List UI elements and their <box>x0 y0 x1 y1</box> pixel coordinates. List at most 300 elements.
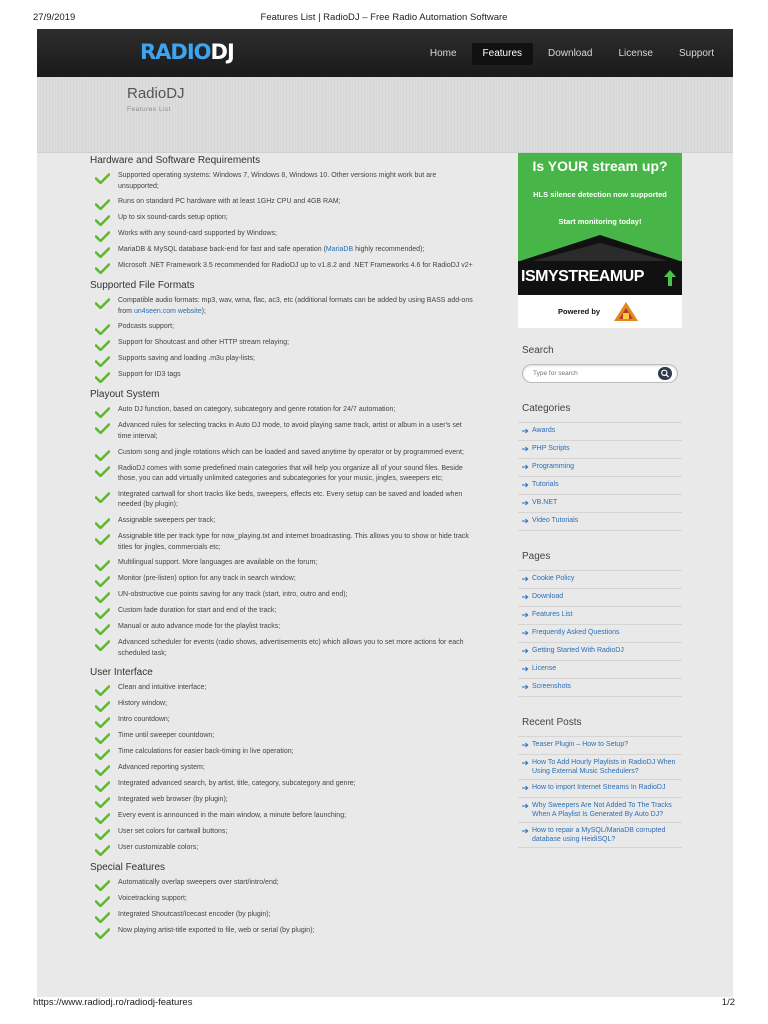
feature-link[interactable]: MariaDB <box>325 246 354 254</box>
feature-item <box>90 779 485 790</box>
checkmark-icon-graphic <box>95 423 110 434</box>
checkmark-icon <box>95 715 110 726</box>
checkmark-icon-graphic <box>95 912 110 923</box>
up-arrow-icon <box>664 270 676 286</box>
page-label: Cookie Policy <box>532 575 575 582</box>
category-label: Tutorials <box>532 481 559 488</box>
checkmark-icon <box>95 910 110 921</box>
arrow-right-icon <box>522 518 532 527</box>
ismystreamup-ad[interactable] <box>518 153 682 328</box>
feature-text <box>118 296 473 317</box>
feature-text <box>118 606 473 617</box>
checkmark-icon-graphic <box>95 701 110 712</box>
feature-item <box>90 532 485 553</box>
checkmark-icon <box>95 370 110 381</box>
checkmark-icon-graphic <box>95 450 110 461</box>
pages-list <box>518 570 682 697</box>
arrow-right-icon <box>522 594 532 603</box>
checkmark-icon-graphic <box>95 356 110 367</box>
feature-text <box>118 229 473 240</box>
arrow-right-icon <box>522 666 532 675</box>
recent-posts-heading: Recent Posts <box>522 717 582 728</box>
checkmark-icon-graphic <box>95 685 110 696</box>
feature-item <box>90 699 485 710</box>
feature-text <box>118 197 473 208</box>
arrow-right-icon <box>522 612 532 621</box>
feature-item <box>90 827 485 838</box>
page-link[interactable] <box>518 679 682 697</box>
sponsor-logo-icon <box>613 301 639 323</box>
section-heading: Hardware and Software Requirements <box>90 155 261 166</box>
ad-line-start: Start monitoring today! <box>558 217 642 226</box>
feature-text-part: Advanced scheduler for events (radio shows, advertisements etc) which allows you to set more actions for each scheduled task; <box>118 639 464 657</box>
feature-text <box>118 843 473 854</box>
checkmark-icon <box>95 197 110 208</box>
checkmark-icon <box>95 894 110 905</box>
feature-text <box>118 747 473 758</box>
feature-item <box>90 322 485 333</box>
feature-item <box>90 261 485 272</box>
checkmark-icon-graphic <box>95 466 110 477</box>
page-label: License <box>532 665 557 672</box>
banner-title: RadioDJ <box>127 85 185 102</box>
feature-text-part: Compatible audio formats: mp3, wav, wma, flac, ac3, etc (additional formats can be added by using BASS add-ons from <box>118 297 473 315</box>
category-link[interactable] <box>518 495 682 513</box>
category-link[interactable] <box>518 459 682 477</box>
main-menu <box>415 43 725 65</box>
search-heading: Search <box>522 345 554 356</box>
feature-text <box>118 699 473 710</box>
feature-text-part: RadioDJ comes with some predefined main categories that will help you organize all of your sound files. Beside those, you can add virtually unlimited categories and subcategories for your music, jingles, sweepers etc; <box>118 464 463 483</box>
checkmark-icon <box>95 574 110 585</box>
feature-text <box>118 558 473 569</box>
feature-text <box>118 338 473 349</box>
web-page <box>37 29 733 997</box>
page-link[interactable] <box>518 607 682 625</box>
checkmark-icon-graphic <box>95 247 110 258</box>
feature-text-part: Manual or auto advance mode for the playlist tracks; <box>118 623 281 631</box>
section-heading: Playout System <box>90 389 160 401</box>
feature-text <box>118 590 473 601</box>
feature-text-part: Voicetracking support; <box>118 895 187 903</box>
feature-text <box>118 574 473 585</box>
feature-text-part: Intro countdown; <box>118 716 170 724</box>
checkmark-icon <box>95 622 110 633</box>
page-link[interactable] <box>518 625 682 643</box>
print-date: 27/9/2019 <box>33 12 76 23</box>
checkmark-icon-graphic <box>95 845 110 856</box>
nav-license[interactable]: License <box>618 48 653 59</box>
category-label: Video Tutorials <box>532 517 579 524</box>
checkmark-icon-graphic <box>95 797 110 808</box>
feature-text <box>118 261 473 272</box>
arrow-right-icon <box>522 785 532 794</box>
arrow-right-icon <box>522 500 532 509</box>
checkmark-icon <box>95 490 110 501</box>
ad-powered-by <box>518 295 682 328</box>
checkmark-icon <box>95 261 110 272</box>
feature-text-part: Podcasts support; <box>118 323 175 331</box>
checkmark-icon <box>95 843 110 854</box>
banner-subtitle: Features List <box>127 106 172 113</box>
feature-text-part: Time calculations for easier back-timing in live operation; <box>118 748 294 756</box>
arrow-right-icon <box>522 760 532 769</box>
checkmark-icon-graphic <box>95 534 110 545</box>
checkmark-icon-graphic <box>95 173 110 184</box>
arrow-right-icon-graphic <box>522 594 529 600</box>
feature-item <box>90 197 485 208</box>
feature-text <box>118 322 473 333</box>
arrow-right-icon-graphic <box>522 785 529 791</box>
recent-post-link[interactable] <box>518 823 682 848</box>
recent-post-link[interactable] <box>518 737 682 755</box>
feature-text <box>118 878 473 889</box>
checkmark-icon-graphic <box>95 896 110 907</box>
arrow-right-icon <box>522 828 532 837</box>
category-link[interactable] <box>518 441 682 459</box>
category-label: Programming <box>532 463 575 470</box>
feature-text-part: Works with any sound-card supported by Windows; <box>118 230 277 238</box>
page-label: Frequently Asked Questions <box>532 629 620 636</box>
checkmark-icon-graphic <box>95 765 110 776</box>
checkmark-icon-graphic <box>95 733 110 744</box>
feature-text-part: User customizable colors; <box>118 844 199 852</box>
feature-item <box>90 811 485 822</box>
feature-text <box>118 622 473 633</box>
feature-text-part: Custom fade duration for start and end of the track; <box>118 607 277 615</box>
checkmark-icon-graphic <box>95 298 110 309</box>
feature-text <box>118 490 473 511</box>
arrow-right-icon-graphic <box>522 612 529 618</box>
arrow-right-icon-graphic <box>522 464 529 470</box>
feature-item <box>90 606 485 617</box>
feature-text-part: Support for Shoutcast and other HTTP stream relaying; <box>118 339 290 347</box>
feature-text-part: History window; <box>118 700 168 708</box>
checkmark-icon-graphic <box>95 624 110 635</box>
page-label: Features List <box>532 611 573 618</box>
nav-support[interactable]: Support <box>678 48 714 59</box>
feature-text <box>118 926 473 937</box>
checkmark-icon <box>95 731 110 742</box>
recent-posts-list <box>518 736 682 848</box>
feature-text-part: Supported operating systems: Windows 7, Windows 8, Windows 10. Other versions might work but are unsupported; <box>118 172 437 190</box>
feature-text-part: Now playing artist-title exported to file, web or serial (by plugin); <box>118 927 315 935</box>
checkmark-icon <box>95 878 110 889</box>
checkmark-icon-graphic <box>95 592 110 603</box>
feature-item <box>90 910 485 921</box>
feature-text-part: Advanced reporting system; <box>118 764 205 772</box>
search-icon <box>658 367 672 380</box>
feature-item <box>90 683 485 694</box>
checkmark-icon <box>95 763 110 774</box>
feature-text-part: Up to six sound-cards setup option; <box>118 214 228 222</box>
ad-headline: Is YOUR stream up? <box>532 158 668 174</box>
feature-item <box>90 638 485 659</box>
ad-brand-bar <box>518 261 682 295</box>
feature-text <box>118 715 473 726</box>
feature-item <box>90 213 485 224</box>
checkmark-icon <box>95 558 110 569</box>
checkmark-icon-graphic <box>95 829 110 840</box>
arrow-right-icon-graphic <box>522 518 529 524</box>
feature-text-part: Multilingual support. More languages are available on the forum; <box>118 559 318 567</box>
checkmark-icon <box>95 322 110 333</box>
feature-item <box>90 878 485 889</box>
feature-text-part: Assignable title per track type for now_playing.txt and internet broadcasting. This allows you to show or hide track titles for jingles, commercials etc; <box>118 532 469 551</box>
logo-text-radio: RADIO <box>140 40 211 64</box>
top-navigation-bar <box>37 29 733 77</box>
feature-text <box>118 171 473 192</box>
recent-post-label: Teaser Plugin – How to Setup? <box>532 741 629 748</box>
arrow-right-icon-graphic <box>522 428 529 434</box>
feature-text-part: Every event is announced in the main window, a minute before launching; <box>118 812 347 820</box>
ad-line-hls: HLS silence detection now supported <box>533 190 667 199</box>
checkmark-icon-graphic <box>95 640 110 651</box>
feature-item <box>90 795 485 806</box>
feature-item <box>90 558 485 569</box>
feature-text-part: MariaDB & MySQL database back-end for fast and safe operation ( <box>118 246 326 254</box>
checkmark-icon-graphic <box>95 199 110 210</box>
feature-text-part: Monitor (pre-listen) option for any track in search window; <box>118 575 296 583</box>
feature-text-part: Advanced rules for selecting tracks in Auto DJ mode, to avoid playing same track, artist or album in a user's set time interval; <box>118 422 462 440</box>
recent-post-label: How To Add Hourly Playlists in RadioDJ When Using External Music Schedulers? <box>532 759 676 775</box>
arrow-right-icon <box>522 464 532 473</box>
feature-item <box>90 296 485 317</box>
print-page-number: 1/2 <box>721 997 735 1008</box>
feature-text <box>118 448 473 459</box>
feature-text-part: Integrated web browser (by plugin); <box>118 796 228 804</box>
checkmark-icon <box>95 464 110 475</box>
checkmark-icon-graphic <box>95 928 110 939</box>
category-label: Awards <box>532 427 556 434</box>
feature-text <box>118 213 473 224</box>
category-label: PHP Scripts <box>532 445 570 452</box>
feature-item <box>90 370 485 381</box>
feature-item <box>90 405 485 416</box>
checkmark-icon-graphic <box>95 813 110 824</box>
recent-post-link[interactable] <box>518 780 682 798</box>
feature-item <box>90 448 485 459</box>
nav-features[interactable]: Features <box>472 43 533 65</box>
feature-text <box>118 910 473 921</box>
feature-text <box>118 370 473 381</box>
checkmark-icon <box>95 606 110 617</box>
feature-text-part: highly recommended); <box>353 246 425 254</box>
checkmark-icon-graphic <box>95 518 110 529</box>
arrow-right-icon-graphic <box>522 482 529 488</box>
feature-text-part: Support for ID3 tags <box>118 371 181 379</box>
checkmark-icon-graphic <box>95 215 110 226</box>
feature-text-part: ); <box>201 307 206 315</box>
recent-post-label: Why Sweepers Are Not Added To The Tracks When A Playlist Is Generated By Auto DJ? <box>532 802 672 818</box>
pages-heading: Pages <box>522 551 551 562</box>
feature-item <box>90 715 485 726</box>
feature-item <box>90 490 485 511</box>
search-input[interactable] <box>533 368 653 379</box>
category-link[interactable] <box>518 513 682 531</box>
print-title: Features List | RadioDJ – Free Radio Automation Software <box>260 12 508 23</box>
feature-text <box>118 779 473 790</box>
arrow-right-icon-graphic <box>522 446 529 452</box>
feature-text <box>118 811 473 822</box>
arrow-right-icon-graphic <box>522 760 529 766</box>
feature-item <box>90 516 485 527</box>
checkmark-icon-graphic <box>95 608 110 619</box>
logo-text-dj: DJ <box>210 40 234 64</box>
checkmark-icon <box>95 638 110 649</box>
recent-post-link[interactable] <box>518 755 682 780</box>
checkmark-icon-graphic <box>95 576 110 587</box>
feature-item <box>90 894 485 905</box>
feature-item <box>90 843 485 854</box>
checkmark-icon <box>95 779 110 790</box>
feature-item <box>90 354 485 365</box>
print-url: https://www.radiodj.ro/radiodj-features <box>33 997 193 1008</box>
checkmark-icon-graphic <box>95 231 110 242</box>
nav-download[interactable]: Download <box>548 48 593 59</box>
checkmark-icon-graphic <box>95 263 110 274</box>
arrow-right-icon-graphic <box>522 648 529 654</box>
print-footer <box>33 997 735 1011</box>
feature-text <box>118 894 473 905</box>
checkmark-icon-graphic <box>95 324 110 335</box>
checkmark-icon <box>95 516 110 527</box>
arrow-right-icon <box>522 648 532 657</box>
arrow-right-icon-graphic <box>522 630 529 636</box>
arrow-right-icon <box>522 576 532 585</box>
categories-heading: Categories <box>522 403 571 414</box>
checkmark-icon <box>95 338 110 349</box>
category-link[interactable] <box>518 423 682 441</box>
feature-text-part: User set colors for cartwall buttons; <box>118 828 228 836</box>
feature-text-part: Microsoft .NET Framework 3.5 recommended for RadioDJ up to v1.8.2 and .NET Frameworks 4.6 for RadioDJ v2+ <box>118 262 473 270</box>
feature-item <box>90 574 485 585</box>
checkmark-icon <box>95 296 110 307</box>
print-header <box>33 12 735 26</box>
arrow-right-icon-graphic <box>522 828 529 834</box>
nav-home[interactable]: Home <box>429 48 457 59</box>
checkmark-icon <box>95 171 110 182</box>
feature-text <box>118 827 473 838</box>
feature-text <box>118 245 473 256</box>
checkmark-icon <box>95 229 110 240</box>
site-logo[interactable] <box>140 40 234 64</box>
section-heading: Supported File Formats <box>90 280 195 292</box>
arrow-right-icon <box>522 684 532 693</box>
feature-text-part: Runs on standard PC hardware with at least 1GHz CPU and 4GB RAM; <box>118 198 341 206</box>
feature-item <box>90 747 485 758</box>
feature-text-part: Integrated advanced search, by artist, title, category, subcategory and genre; <box>118 780 356 788</box>
checkmark-icon <box>95 795 110 806</box>
checkmark-icon <box>95 213 110 224</box>
arrow-right-icon <box>522 482 532 491</box>
feature-text <box>118 516 473 527</box>
feature-text-part: Custom song and jingle rotations which can be loaded and saved anytime by operator or by programmed event; <box>118 448 464 456</box>
sidebar <box>518 153 682 848</box>
feature-text <box>118 795 473 806</box>
feature-link[interactable]: un4seen.com website <box>133 307 202 315</box>
feature-item <box>90 229 485 240</box>
page-link[interactable] <box>518 589 682 607</box>
category-label: VB.NET <box>532 499 558 506</box>
feature-text-part: Integrated cartwall for short tracks like beds, sweepers, effects etc. Every setup can be saved and loaded when needed (by plugin); <box>118 490 463 509</box>
page-label: Download <box>532 593 564 600</box>
checkmark-icon <box>95 811 110 822</box>
checkmark-icon-graphic <box>95 717 110 728</box>
feature-item <box>90 622 485 633</box>
checkmark-icon <box>95 532 110 543</box>
feature-text-part: Automatically overlap sweepers over start/intro/end; <box>118 879 279 887</box>
feature-item <box>90 731 485 742</box>
page-link[interactable] <box>518 661 682 679</box>
checkmark-icon <box>95 683 110 694</box>
feature-text <box>118 683 473 694</box>
page-label: Getting Started With RadioDJ <box>532 647 624 654</box>
arrow-right-icon-graphic <box>522 576 529 582</box>
search-box <box>522 364 678 383</box>
features-content <box>90 155 485 942</box>
recent-post-label: How to repair a MySQL/MariaDB corrupted database using HeidiSQL? <box>532 827 666 843</box>
arrow-right-icon-graphic <box>522 666 529 672</box>
page-banner <box>37 77 733 153</box>
checkmark-icon-graphic <box>95 372 110 383</box>
checkmark-icon <box>95 747 110 758</box>
arrow-right-icon-graphic <box>522 500 529 506</box>
feature-text-part: Supports saving and loading .m3u play-lists; <box>118 355 255 363</box>
page-link[interactable] <box>518 571 682 589</box>
feature-text-part: Clean and intuitive interface; <box>118 684 207 692</box>
checkmark-icon <box>95 405 110 416</box>
category-link[interactable] <box>518 477 682 495</box>
search-button[interactable] <box>658 367 672 380</box>
feature-item <box>90 590 485 601</box>
page-label: Screenshots <box>532 683 571 690</box>
checkmark-icon-graphic <box>95 749 110 760</box>
checkmark-icon-graphic <box>95 781 110 792</box>
feature-item <box>90 763 485 774</box>
arrow-right-icon <box>522 446 532 455</box>
feature-item <box>90 464 485 485</box>
checkmark-icon <box>95 699 110 710</box>
feature-text <box>118 731 473 742</box>
checkmark-icon <box>95 827 110 838</box>
page-link[interactable] <box>518 643 682 661</box>
arrow-right-icon-graphic <box>522 803 529 809</box>
recent-post-label: How to import Internet Streams In RadioDJ <box>532 784 666 791</box>
checkmark-icon <box>95 421 110 432</box>
feature-text-part: Integrated Shoutcast/Icecast encoder (by plugin); <box>118 911 271 919</box>
ad-brand-name: ISMYSTREAMUP <box>521 268 644 285</box>
feature-item <box>90 926 485 937</box>
feature-item <box>90 421 485 442</box>
feature-text-part: Assignable sweepers per track; <box>118 516 216 524</box>
checkmark-icon-graphic <box>95 340 110 351</box>
recent-post-link[interactable] <box>518 798 682 823</box>
section-heading: User Interface <box>90 667 153 679</box>
feature-text <box>118 763 473 774</box>
feature-text <box>118 421 473 442</box>
feature-text <box>118 532 473 553</box>
checkmark-icon-graphic <box>95 560 110 571</box>
checkmark-icon <box>95 448 110 459</box>
feature-item <box>90 245 485 256</box>
feature-item <box>90 171 485 192</box>
feature-text-part: UN-obstructive cue points saving for any track (start, intro, outro and end); <box>118 591 348 599</box>
checkmark-icon <box>95 245 110 256</box>
checkmark-icon-graphic <box>95 880 110 891</box>
checkmark-icon-graphic <box>95 492 110 503</box>
feature-text-part: Time until sweeper countdown; <box>118 732 215 740</box>
